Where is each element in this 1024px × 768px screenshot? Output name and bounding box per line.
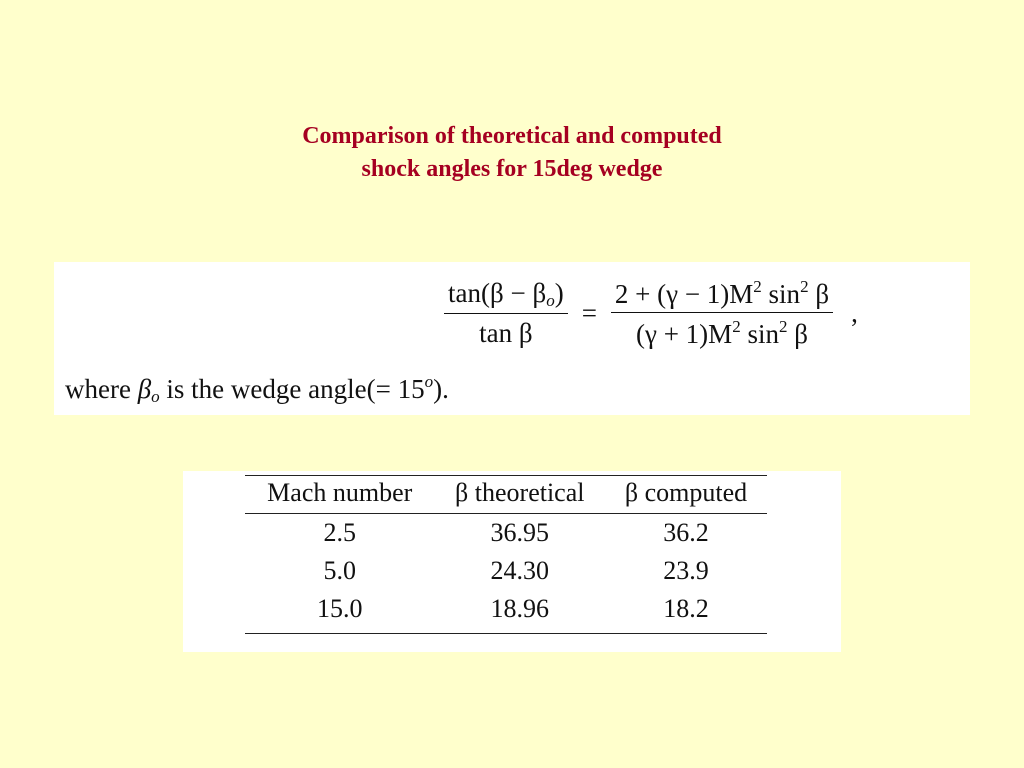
cell-computed: 18.2 [605,590,767,634]
cell-theoretical: 36.95 [490,518,550,547]
header-mach-number: Mach number [245,476,434,514]
cell-theoretical: 18.96 [434,590,605,634]
cell-mach: 15.0 [245,590,434,634]
equation-comma: , [851,297,858,328]
table-header-row [245,476,767,514]
cell-mach: 2.5 [323,518,356,547]
results-panel [183,471,841,652]
equals-sign: = [581,297,597,328]
right-numerator: $2 + (\gamma - 1)M^2$ $\sin^2 \beta$ [614,276,830,309]
left-numerator: $\tan(\beta - \beta_o)$ [448,277,564,310]
formula-panel [54,262,970,415]
header-beta-computed: β computed [605,476,767,514]
left-fraction [444,278,568,349]
slide-title [0,120,1024,186]
table-row [245,590,767,634]
cell-computed: 36.2 [663,518,709,547]
title-line-2: shock angles for 15deg wedge [361,156,663,182]
header-beta-theoretical: β theoretical [434,476,605,514]
left-denominator: tan β [479,317,533,348]
shock-angle-equation [444,268,858,358]
right-fraction [611,277,833,350]
cell-computed: 23.9 [663,556,709,585]
right-denominator: $(\gamma + 1)M^2$ $\sin^2 \beta$ [636,316,808,349]
table-row [245,514,767,553]
shock-angle-table [245,475,767,634]
title-line-1: Comparison of theoretical and computed [302,123,722,149]
cell-theoretical: 24.30 [490,556,550,585]
wedge-angle-note: where $\beta_o$ is the wedge angle(= $15^o$). [65,372,449,406]
cell-mach: 5.0 [323,556,356,585]
table-row [245,552,767,590]
